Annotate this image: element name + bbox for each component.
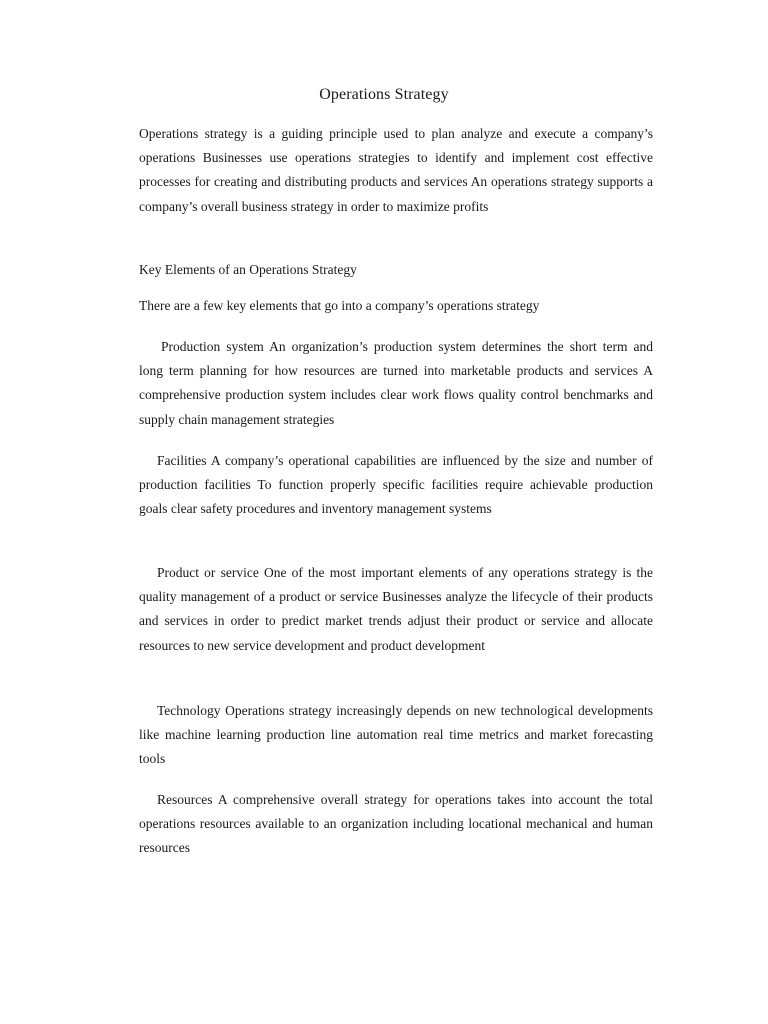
- intro-paragraph: Operations strategy is a guiding principle used to plan analyze and execute a company’s operations Businesses use operations strategies to identify and implement cost effective processes for creating and distributing products and services An operations strategy supports a company’s overall business strategy in order to maximize profits: [139, 126, 653, 214]
- element-resources: Resources A comprehensive overall strategy for operations takes into account the total operations resources available to an organization including locational mechanical and human resources: [139, 792, 653, 856]
- element-facilities: Facilities A company’s operational capabilities are influenced by the size and number of production facilities To function properly specific facilities require achievable production goals clear safety procedures and inventory management systems: [139, 453, 653, 517]
- element-production-system: Production system An organization’s production system determines the short term and long term planning for how resources are turned into marketable products and services A comprehensive production system includes clear work flows quality control benchmarks and supply chain management strategies: [139, 339, 653, 427]
- element-technology: Technology Operations strategy increasingly depends on new technological developments like machine learning production line automation real time metrics and market forecasting tools: [139, 703, 653, 767]
- section-heading: Key Elements of an Operations Strategy: [139, 262, 357, 277]
- document-title: Operations Strategy: [319, 86, 449, 103]
- element-product-or-service: Product or service One of the most important elements of any operations strategy is the quality management of a product or service Businesses analyze the lifecycle of their products and services in order to predict market trends adjust their product or service and allocate resources to new service development and product development: [139, 565, 653, 653]
- section-intro-paragraph: There are a few key elements that go into a company’s operations strategy: [139, 298, 540, 313]
